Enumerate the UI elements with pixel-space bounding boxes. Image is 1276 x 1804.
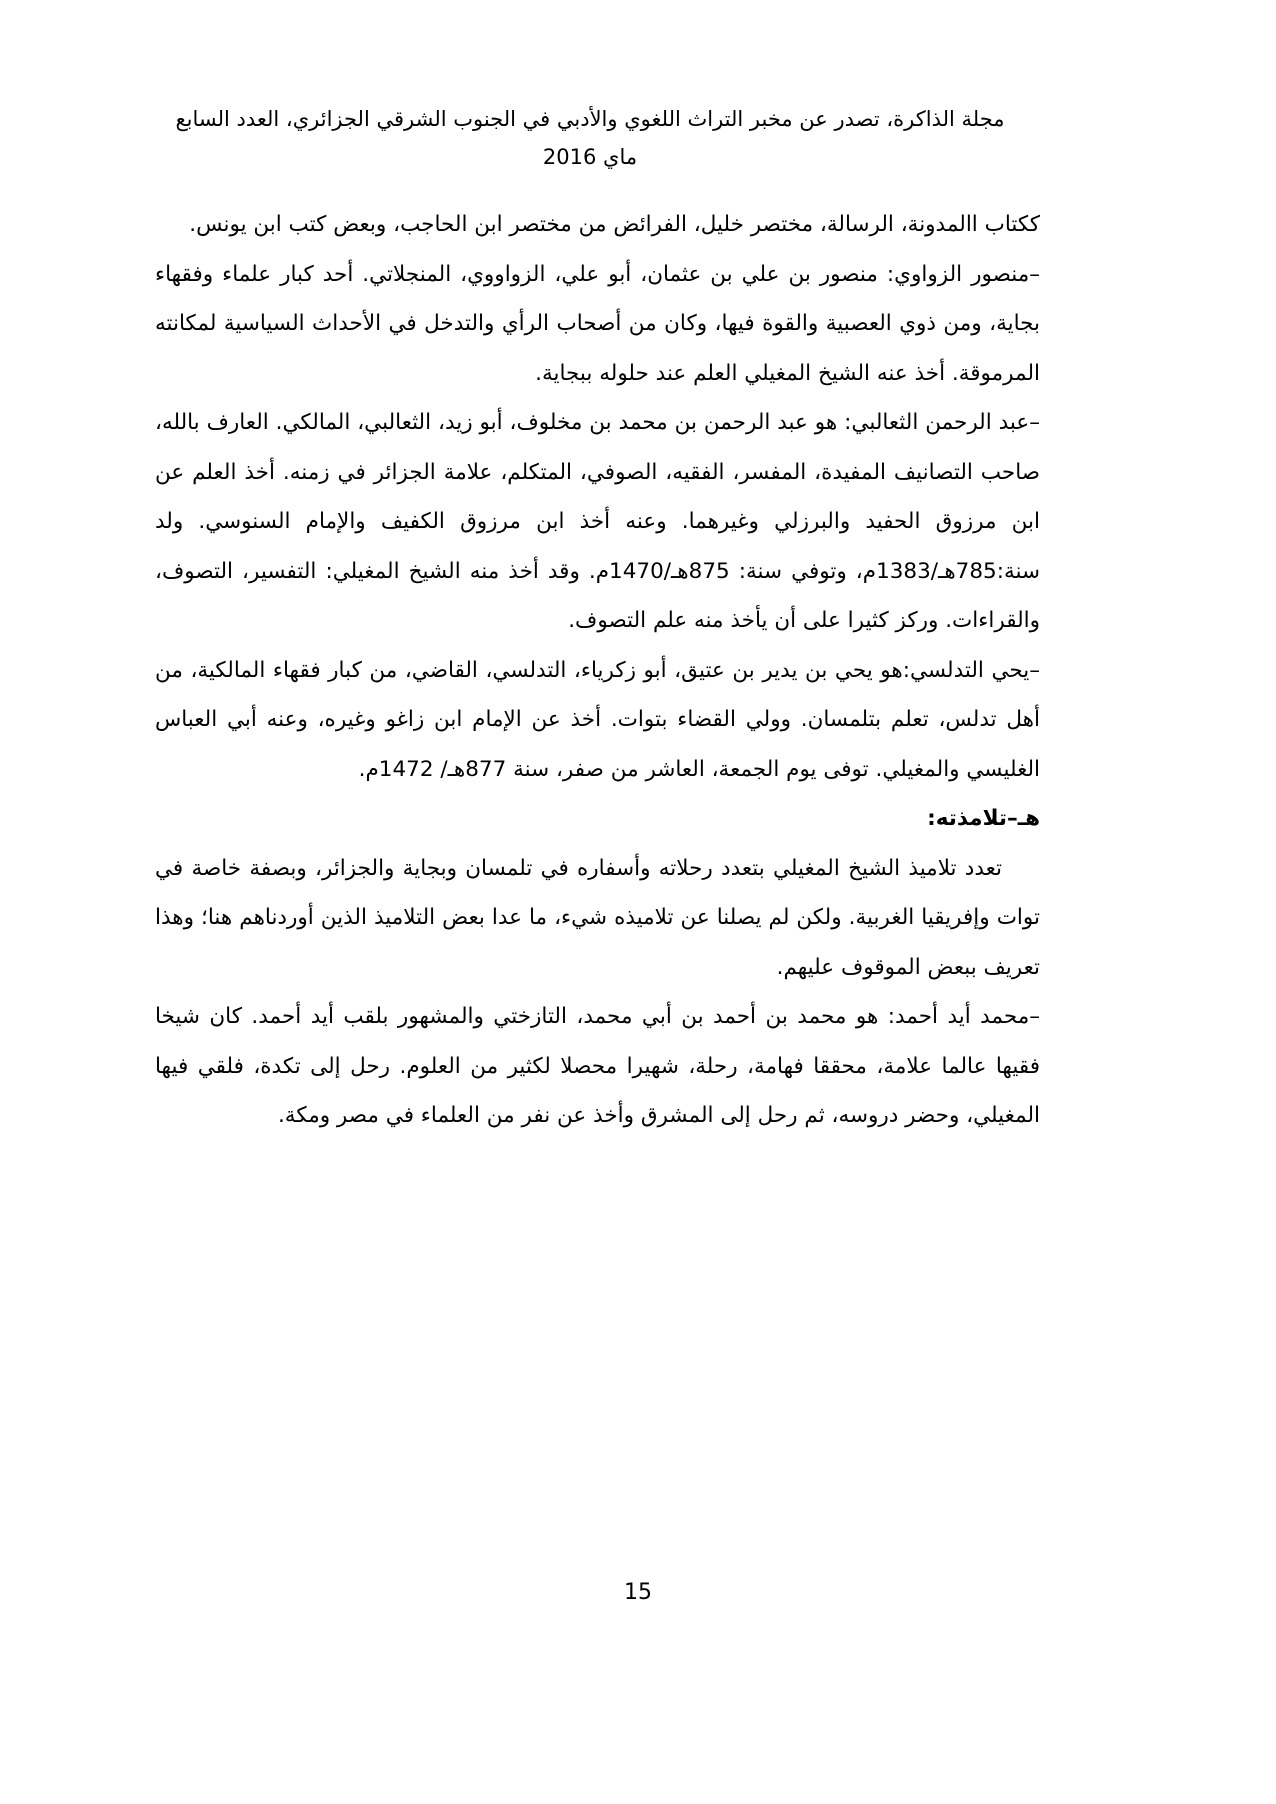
paragraph-mansour-zouaoui: –منصور الزواوي: منصور بن علي بن عثمان، أبو علي، الزواووي، المنجلاتي. أحد كبار علماء وفقهاء بجاية، ومن ذوي العصبية والقوة فيها، وكان من أصحاب الرأي والتدخل في الأحداث السياسية لمكانته المرموقة. أخذ عنه الشيخ المغيلي العلم عند حلوله ببجاية. (155, 261, 1040, 386)
paragraph-thaalibi: –عبد الرحمن الثعالبي: هو عبد الرحمن بن محمد بن مخلوف، أبو زيد، الثعالبي، المالكي. العارف بالله، صاحب التصانيف المفيدة، المفسر، الفقيه، الصوفي، المتكلم، علامة الجزائر في زمنه. أخذ العلم عن ابن مرزوق الحفيد والبرزلي وغيرهما. وعنه أخذ ابن مرزوق الكفيف والإمام السنوسي. ولد سنة:785هـ/1383م، وتوفي سنة: 875هـ/1470م. وقد أخذ منه الشيخ المغيلي: التفسير، التصوف، والقراءات. وركز كثيرا على أن يأخذ منه علم التصوف. (155, 410, 1040, 633)
paragraph-yahia-tadlissi: –يحي التدلسي:هو يحي بن يدير بن عتيق، أبو زكرياء، التدلسي، القاضي، من كبار فقهاء المالكية، من أهل تدلس، تعلم بتلمسان. وولي القضاء بتوات. أخذ عن الإمام ابن زاغو وغيره، وعنه أبي العباس الغليسي والمغيلي. توفى يوم الجمعة، العاشر من صفر، سنة 877هـ/ 1472م. (155, 657, 1040, 782)
section-heading-students: هـ–تلامذته: (927, 806, 1040, 831)
paragraph-mohamed-aid-ahmed: –محمد أيد أحمد: هو محمد بن أحمد بن أبي محمد، التازختي والمشهور بلقب أيد أحمد. كان شيخا فقيها عالما علامة، محققا فهامة، رحلة، شهيرا محصلا لكثير من العلوم. رحل إلى تكدة، فلقي فيها المغيلي، وحضر دروسه، ثم رحل إلى المشرق وأخذ عن نفر من العلماء في مصر ومكة. (155, 1004, 1040, 1128)
header-line-1: مجلة الذاكرة، تصدر عن مخبر التراث اللغوي والأدبي في الجنوب الشرقي الجزائري، العدد السابع (175, 107, 1005, 131)
header-line-2: ماي 2016 (542, 145, 638, 169)
paragraph-students-intro: تعدد تلاميذ الشيخ المغيلي بتعدد رحلاته وأسفاره في تلمسان وبجاية والجزائر، وبصفة خاصة في توات وإفريقيا الغربية. ولكن لم يصلنا عن تلاميذه شيء، ما عدا بعض التلاميذ الذين أوردناهم هنا؛ وهذا تعريف ببعض الموقوف عليهم. (155, 855, 1040, 980)
paragraph-books: ككتاب االمدونة، الرسالة، مختصر خليل، الفرائض من مختصر ابن الحاجب، وبعض كتب ابن يونس. (189, 212, 1040, 237)
journal-header (140, 100, 1040, 176)
page-number: 15 (624, 1580, 652, 1605)
body-text (155, 200, 1040, 1141)
